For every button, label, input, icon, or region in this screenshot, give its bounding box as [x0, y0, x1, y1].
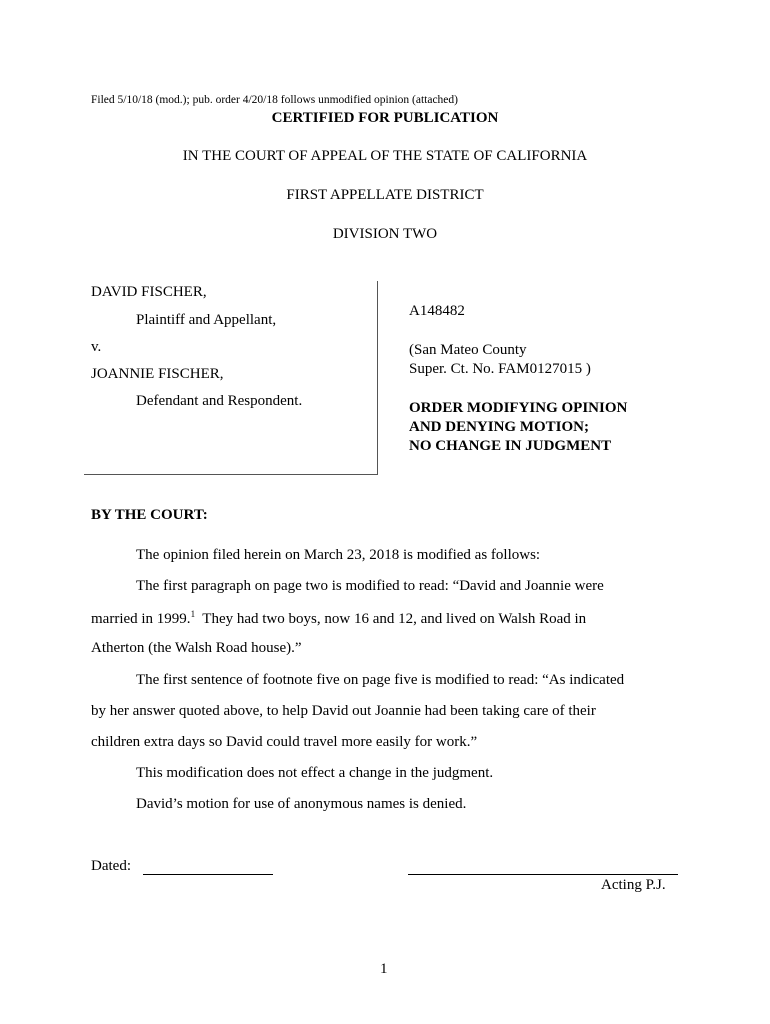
caption-divider-horizontal	[84, 474, 378, 475]
acting-pj: Acting P.J.	[601, 877, 666, 893]
plaintiff-name: DAVID FISCHER,	[91, 284, 207, 300]
page-number: 1	[380, 961, 388, 977]
paragraph-3-line-3: children extra days so David could travel more easily for work.”	[91, 734, 478, 750]
case-number: A148482	[409, 303, 465, 319]
order-title-line-3: NO CHANGE IN JUDGMENT	[409, 438, 612, 454]
paragraph-2-line-2	[91, 609, 586, 628]
paragraph-4: This modification does not effect a change in the judgment.	[136, 765, 494, 781]
filed-note: Filed 5/10/18 (mod.); pub. order 4/20/18 follows unmodified opinion (attached)	[91, 94, 458, 106]
paragraph-2-line-3: Atherton (the Walsh Road house).”	[91, 640, 302, 656]
dated-label: Dated:	[91, 858, 131, 874]
order-title-line-2: AND DENYING MOTION;	[409, 419, 589, 435]
order-title-line-1: ORDER MODIFYING OPINION	[409, 400, 628, 416]
paragraph-5: David’s motion for use of anonymous names is denied.	[136, 796, 467, 812]
county: (San Mateo County	[409, 342, 527, 358]
paragraph-2-line-2-end: They had two boys, now 16 and 12, and lived on Walsh Road in	[195, 611, 587, 627]
defendant-name: JOANNIE FISCHER,	[91, 366, 224, 382]
by-the-court: BY THE COURT:	[91, 507, 208, 523]
division-name: DIVISION TWO	[332, 226, 438, 242]
district-name: FIRST APPELLATE DISTRICT	[286, 187, 484, 203]
paragraph-3-line-2: by her answer quoted above, to help David out Joannie had been taking care of their	[91, 703, 596, 719]
superior-court-number: Super. Ct. No. FAM0127015 )	[409, 361, 591, 377]
plaintiff-role: Plaintiff and Appellant,	[136, 312, 277, 328]
signature-blank-line	[408, 874, 678, 875]
paragraph-3-line-1: The first sentence of footnote five on page five is modified to read: “As indicated	[136, 672, 625, 688]
footnote-marker: 1	[190, 609, 196, 619]
defendant-role: Defendant and Respondent.	[136, 393, 303, 409]
paragraph-2-line-2-start: married in 1999.	[91, 611, 191, 627]
paragraph-2-line-1: The first paragraph on page two is modified to read: “David and Joannie were	[136, 578, 604, 594]
certified-heading: CERTIFIED FOR PUBLICATION	[271, 110, 499, 126]
caption-divider-vertical	[377, 281, 378, 475]
versus: v.	[91, 339, 102, 355]
court-name: IN THE COURT OF APPEAL OF THE STATE OF CALIFORNIA	[182, 148, 588, 164]
paragraph-1: The opinion filed herein on March 23, 2018 is modified as follows:	[136, 547, 541, 563]
date-blank-line	[143, 874, 273, 875]
